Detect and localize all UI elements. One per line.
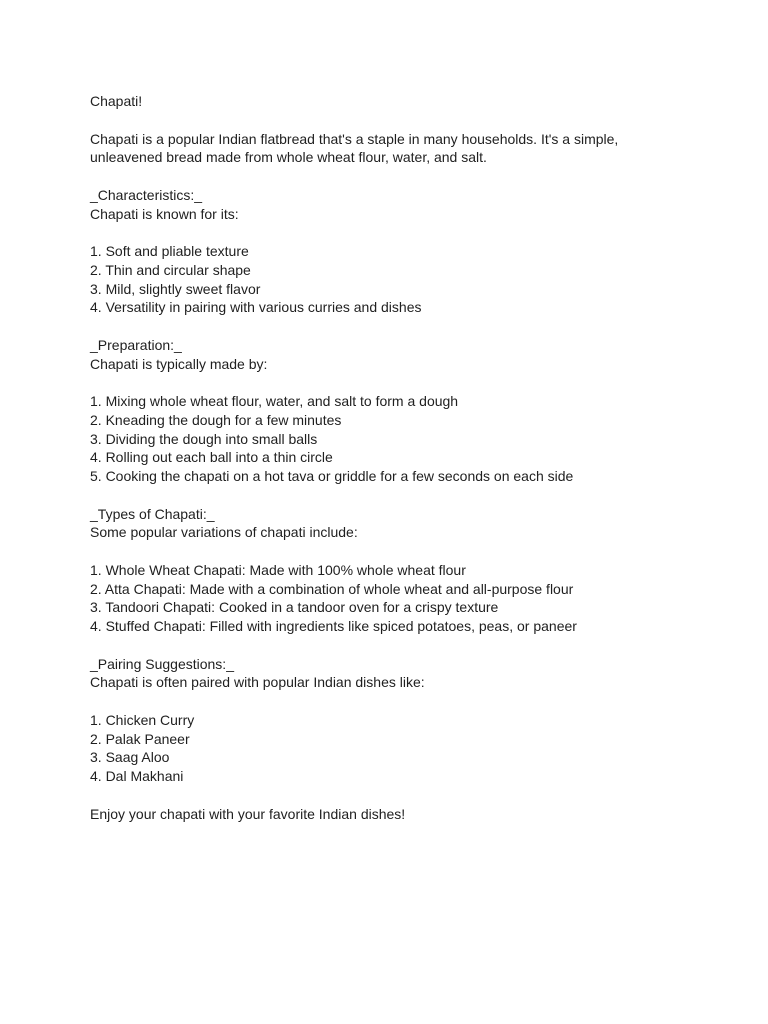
spacer: [90, 167, 690, 186]
list-item: 1. Mixing whole wheat flour, water, and salt to form a dough: [90, 393, 459, 409]
list-item: 3. Saag Aloo: [90, 749, 170, 766]
list-item: 2. Thin and circular shape: [90, 261, 251, 278]
spacer: [90, 786, 690, 805]
list-item: 4. Stuffed Chapati: Filled with ingredients like spiced potatoes, peas, or paneer: [90, 618, 577, 634]
list-item: 4. Rolling out each ball into a thin circle: [90, 449, 333, 466]
list-item: 1. Whole Wheat Chapati: Made with 100% whole wheat flour: [90, 561, 466, 578]
section-lead: Chapati is typically made by:: [90, 355, 268, 372]
list-item: 2. Palak Paneer: [90, 730, 190, 747]
spacer: [90, 486, 690, 505]
section-lead: Chapati is often paired with popular Indian dishes like:: [90, 674, 425, 691]
spacer: [90, 373, 690, 392]
spacer: [90, 542, 690, 561]
list-item: 2. Atta Chapati: Made with a combination of whole wheat and all-purpose flour: [90, 580, 574, 597]
section-heading-preparation: _Preparation:_: [90, 336, 182, 353]
list-item: 4. Dal Makhani: [90, 768, 184, 784]
section-heading-pairing: _Pairing Suggestions:_: [90, 655, 234, 672]
closing-line: Enjoy your chapati with your favorite Indian dishes!: [90, 805, 406, 822]
section-heading-types: _Types of Chapati:_: [90, 505, 215, 522]
list-item: 2. Kneading the dough for a few minutes: [90, 411, 342, 428]
spacer: [90, 636, 690, 655]
spacer: [90, 223, 690, 242]
list-item: 3. Mild, slightly sweet flavor: [90, 280, 261, 297]
intro-line: Chapati is a popular Indian flatbread that's a staple in many households. It's a simple,: [90, 130, 619, 147]
intro-line: unleavened bread made from whole wheat flour, water, and salt.: [90, 149, 487, 166]
spacer: [90, 317, 690, 336]
spacer: [90, 692, 690, 711]
list-item: 4. Versatility in pairing with various curries and dishes: [90, 299, 422, 316]
list-item: 1. Chicken Curry: [90, 711, 195, 728]
section-heading-characteristics: _Characteristics:_: [90, 186, 203, 203]
list-item: 3. Tandoori Chapati: Cooked in a tandoor oven for a crispy texture: [90, 599, 499, 616]
document-content: [90, 92, 690, 823]
list-item: 5. Cooking the chapati on a hot tava or griddle for a few seconds on each side: [90, 468, 574, 484]
section-lead: Some popular variations of chapati include:: [90, 524, 358, 541]
list-item: 1. Soft and pliable texture: [90, 243, 249, 259]
list-item: 3. Dividing the dough into small balls: [90, 430, 318, 447]
spacer: [90, 111, 690, 130]
section-lead: Chapati is known for its:: [90, 205, 239, 222]
document-title: Chapati!: [90, 93, 143, 109]
